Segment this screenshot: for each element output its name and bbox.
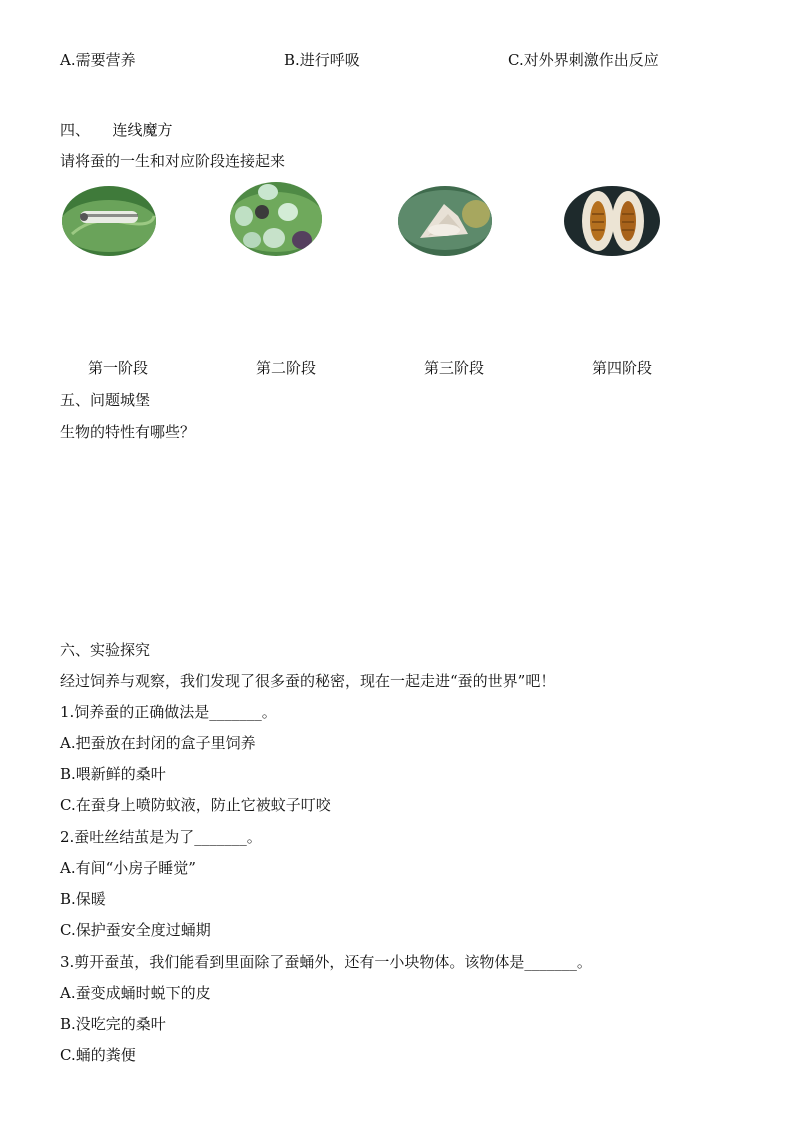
question-1-option-c: C.在蚕身上喷防蚊液，防止它被蚊子叮咬 xyxy=(60,796,331,814)
section-5-question: 生物的特性有哪些？ xyxy=(60,423,196,441)
silk-moth-photo xyxy=(398,186,492,256)
option-b: B.进行呼吸 xyxy=(284,51,360,69)
question-1-option-b: B.喂新鲜的桑叶 xyxy=(60,765,166,783)
question-2-option-c: C.保护蚕安全度过蛹期 xyxy=(60,921,211,939)
silkworm-eggs-photo xyxy=(230,182,322,256)
silkworm-larva-photo xyxy=(62,186,156,256)
silkworm-pupa-photo xyxy=(564,186,660,256)
question-1-option-a: A.把蚕放在封闭的盒子里饲养 xyxy=(60,734,256,752)
section-6-heading: 六、实验探究 xyxy=(60,641,151,659)
option-a: A.需要营养 xyxy=(60,51,136,69)
question-3-option-b: B.没吃完的桑叶 xyxy=(60,1015,166,1033)
question-3-option-c: C.蛹的粪便 xyxy=(60,1046,136,1064)
question-2-option-b: B.保暖 xyxy=(60,890,106,908)
section-6-intro: 经过饲养与观察，我们发现了很多蚕的秘密，现在一起走进“蚕的世界”吧！ xyxy=(60,672,556,690)
stage-label-3: 第三阶段 xyxy=(424,359,485,377)
question-3-option-a: A.蚕变成蛹时蜕下的皮 xyxy=(60,984,211,1002)
question-2-stem: 2.蚕吐丝结茧是为了_______。 xyxy=(60,828,262,846)
section-4-instruction: 请将蚕的一生和对应阶段连接起来 xyxy=(60,152,286,170)
question-2-option-a: A.有间“小房子睡觉” xyxy=(60,859,196,877)
question-1-stem: 1.饲养蚕的正确做法是_______。 xyxy=(60,703,277,721)
stage-label-4: 第四阶段 xyxy=(592,359,653,377)
question-3-stem: 3.剪开蚕茧，我们能看到里面除了蚕蛹外，还有一小块物体。该物体是_______。 xyxy=(60,953,592,971)
section-5-heading: 五、问题城堡 xyxy=(60,391,151,409)
option-c: C.对外界刺激作出反应 xyxy=(508,51,659,69)
section-4-heading: 四、 连线魔方 xyxy=(60,121,173,139)
stage-label-1: 第一阶段 xyxy=(88,359,149,377)
stage-label-2: 第二阶段 xyxy=(256,359,317,377)
